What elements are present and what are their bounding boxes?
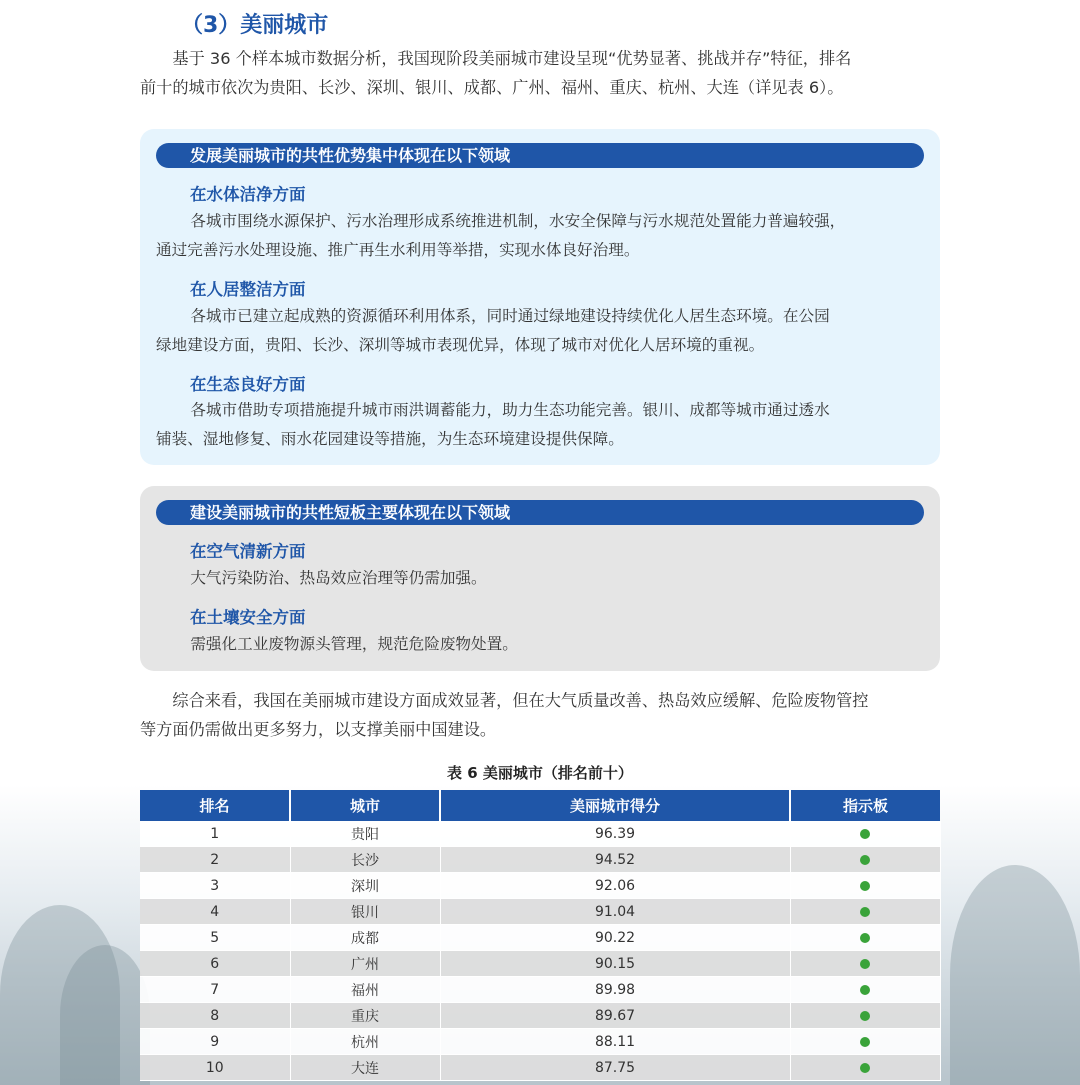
weaknesses-panel [140,486,940,671]
weakness-title-air: 在空气清新方面 [190,542,306,561]
table-row [140,977,940,1003]
green-dot-icon [860,1063,870,1073]
rank-cell: 6 [140,951,290,977]
table-header-row [140,790,940,821]
weakness-text-soil [156,630,928,659]
city-cell: 广州 [290,951,440,977]
advantage-title-ecology: 在生态良好方面 [190,375,306,394]
text-line: 铺装、湿地修复、雨水花园建设等措施，为生态环境建设提供保障。 [156,430,624,448]
intro-line: 前十的城市依次为贵阳、长沙、深圳、银川、成都、广州、福州、重庆、杭州、大连（详见表 6）。 [140,78,844,97]
table-row [140,899,940,925]
green-dot-icon [860,985,870,995]
table-caption: 表 6 美丽城市（排名前十） [447,764,633,782]
conclusion-line: 等方面仍需做出更多努力，以支撑美丽中国建设。 [140,720,497,739]
rank-cell: 10 [140,1055,290,1081]
indicator-cell [790,899,940,925]
section-title: （3）美丽城市 [181,13,329,38]
city-cell: 长沙 [290,847,440,873]
city-cell: 重庆 [290,1003,440,1029]
city-cell: 成都 [290,925,440,951]
score-cell: 94.52 [440,847,790,873]
table-row [140,873,940,899]
rank-cell: 2 [140,847,290,873]
header-score: 美丽城市得分 [440,790,790,821]
city-cell: 贵阳 [290,821,440,847]
indicator-cell [790,1029,940,1055]
table-row [140,847,940,873]
city-cell: 深圳 [290,873,440,899]
green-dot-icon [860,907,870,917]
green-dot-icon [860,959,870,969]
text-line: 通过完善污水处理设施、推广再生水利用等举措，实现水体良好治理。 [156,241,640,259]
text-line: 各城市借助专项措施提升城市雨洪调蓄能力，助力生态功能完善。银川、成都等城市通过透水 [190,401,830,419]
advantages-panel [140,129,940,465]
rank-cell: 4 [140,899,290,925]
city-cell: 福州 [290,977,440,1003]
score-cell: 88.11 [440,1029,790,1055]
table-row [140,1055,940,1081]
green-dot-icon [860,829,870,839]
city-cell: 杭州 [290,1029,440,1055]
city-cell: 大连 [290,1055,440,1081]
score-cell: 89.98 [440,977,790,1003]
rank-cell: 9 [140,1029,290,1055]
conclusion-line: 综合来看，我国在美丽城市建设方面成效显著，但在大气质量改善、热岛效应缓解、危险废物管控 [172,691,869,710]
green-dot-icon [860,933,870,943]
weakness-text-air [156,564,928,593]
conclusion-paragraph [140,686,940,744]
indicator-cell [790,977,940,1003]
text-line: 需强化工业废物源头管理，规范危险废物处置。 [190,635,518,653]
city-cell: 银川 [290,899,440,925]
indicator-cell [790,873,940,899]
rank-cell: 7 [140,977,290,1003]
weakness-title-soil: 在土壤安全方面 [190,608,306,627]
score-cell: 92.06 [440,873,790,899]
green-dot-icon [860,881,870,891]
text-line: 各城市已建立起成熟的资源循环利用体系，同时通过绿地建设持续优化人居生态环境。在公园 [190,307,830,325]
table-row [140,925,940,951]
header-rank: 排名 [140,790,290,821]
advantage-title-water: 在水体洁净方面 [190,185,306,204]
rank-cell: 8 [140,1003,290,1029]
rank-cell: 1 [140,821,290,847]
header-indicator: 指示板 [790,790,940,821]
advantages-header: 发展美丽城市的共性优势集中体现在以下领域 [156,143,924,168]
table-row [140,1003,940,1029]
score-cell: 89.67 [440,1003,790,1029]
text-line: 绿地建设方面，贵阳、长沙、深圳等城市表现优异，体现了城市对优化人居环境的重视。 [156,336,765,354]
table-row [140,951,940,977]
score-cell: 91.04 [440,899,790,925]
score-cell: 96.39 [440,821,790,847]
ranking-table [140,790,941,1081]
indicator-cell [790,847,940,873]
green-dot-icon [860,1037,870,1047]
table-body [140,821,940,1081]
table-row [140,821,940,847]
green-dot-icon [860,855,870,865]
table-row [140,1029,940,1055]
rank-cell: 5 [140,925,290,951]
score-cell: 90.15 [440,951,790,977]
advantage-text-water [156,207,928,265]
indicator-cell [790,1003,940,1029]
intro-paragraph [140,44,940,102]
intro-line: 基于 36 个样本城市数据分析，我国现阶段美丽城市建设呈现“优势显著、挑战并存”特征，排名 [172,49,852,68]
indicator-cell [790,925,940,951]
advantage-text-living [156,302,928,360]
indicator-cell [790,951,940,977]
header-city: 城市 [290,790,440,821]
text-line: 各城市围绕水源保护、污水治理形成系统推进机制，水安全保障与污水规范处置能力普遍较强， [190,212,846,230]
score-cell: 90.22 [440,925,790,951]
indicator-cell [790,821,940,847]
advantage-title-living: 在人居整洁方面 [190,280,306,299]
green-dot-icon [860,1011,870,1021]
indicator-cell [790,1055,940,1081]
advantage-text-ecology [156,396,928,454]
score-cell: 87.75 [440,1055,790,1081]
text-line: 大气污染防治、热岛效应治理等仍需加强。 [190,569,487,587]
rank-cell: 3 [140,873,290,899]
weaknesses-header: 建设美丽城市的共性短板主要体现在以下领域 [156,500,924,525]
